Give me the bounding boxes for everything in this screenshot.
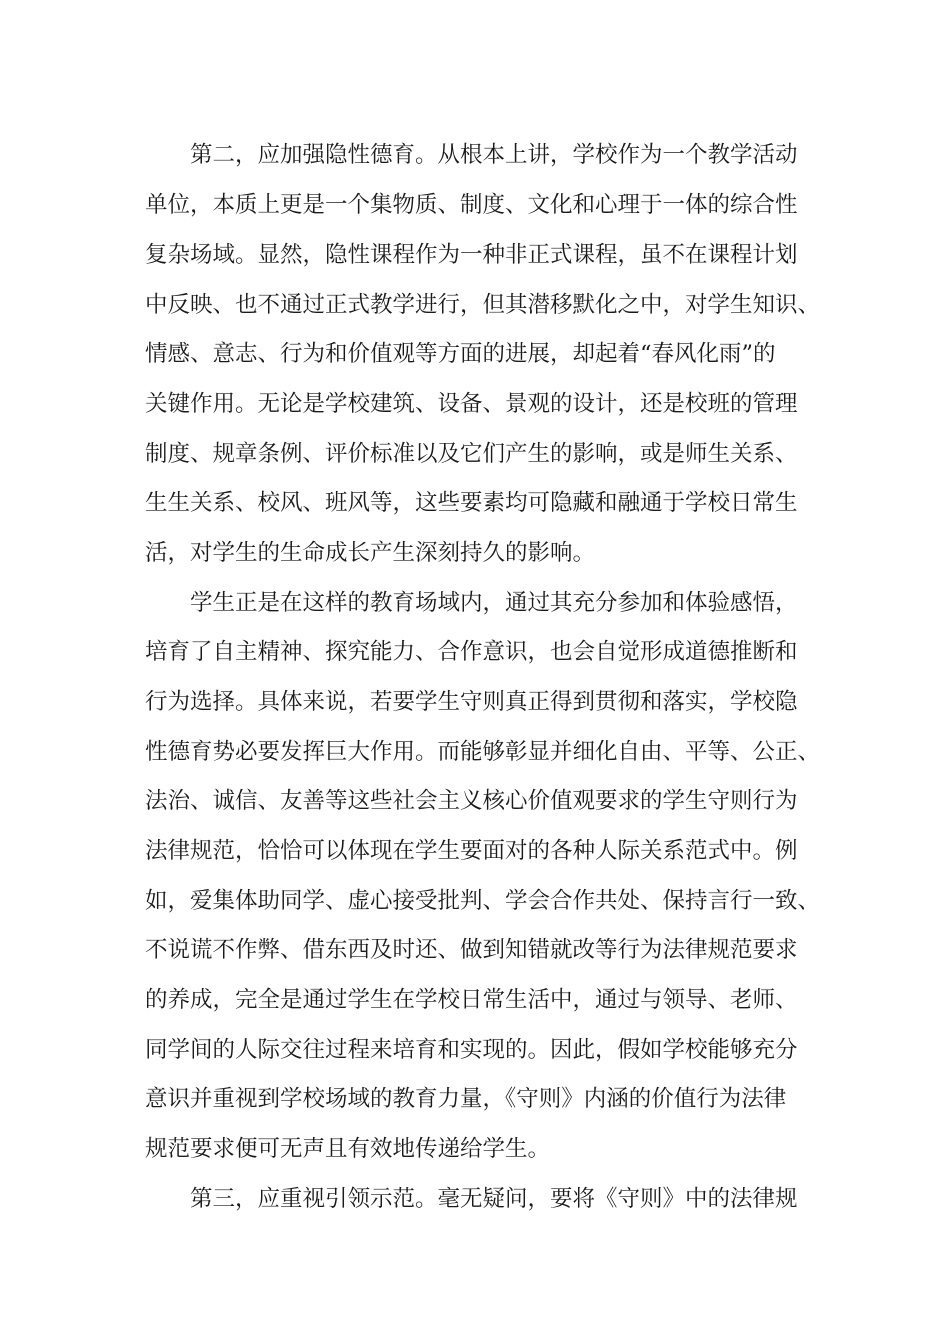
paragraph-1-line-4: 中反映、也不通过正式教学进行，但其潜移默化之中，对学生知识、 [145,292,821,318]
paragraph-1-line-3: 复杂场域。显然，隐性课程作为一种非正式课程，虽不在课程计划 [145,242,798,268]
paragraph-1-line-5: 情感、意志、行为和价值观等方面的进展，却起着“春风化雨”的 [145,341,776,367]
paragraph-1-line-6: 关键作用。无论是学校建筑、设备、景观的设计，还是校班的管理 [145,391,798,417]
paragraph-2-line-2: 培育了自主精神、探究能力、合作意识，也会自觉形成道德推断和 [145,639,798,665]
paragraph-1-line-8: 生生关系、校风、班风等，这些要素均可隐藏和融通于学校日常生 [145,490,798,516]
paragraph-2-line-9: 的养成，完全是通过学生在学校日常生活中，通过与领导、老师、 [145,987,798,1013]
paragraph-1-line-2: 单位，本质上更是一个集物质、制度、文化和心理于一体的综合性 [145,192,798,218]
paragraph-2-line-10: 同学间的人际交往过程来培育和实现的。因此，假如学校能够充分 [145,1037,798,1063]
paragraph-2-line-3: 行为选择。具体来说，若要学生守则真正得到贯彻和落实，学校隐 [145,689,798,715]
paragraph-3-line-1: 第三，应重视引领示范。毫无疑问，要将《守则》中的法律规 [190,1186,798,1212]
paragraph-2-line-11: 意识并重视到学校场域的教育力量，《守则》内涵的价值行为法律 [145,1086,787,1112]
paragraph-2-line-12: 规范要求便可无声且有效地传递给学生。 [145,1136,551,1162]
paragraph-2-line-8: 不说谎不作弊、借东西及时还、做到知错就改等行为法律规范要求 [145,937,798,963]
paragraph-2-line-4: 性德育势必要发挥巨大作用。而能够彰显并细化自由、平等、公正、 [145,739,821,765]
paragraph-2-line-5: 法治、诚信、友善等这些社会主义核心价值观要求的学生守则行为 [145,788,798,814]
paragraph-2-line-6: 法律规范，恰恰可以体现在学生要面对的各种人际关系范式中。例 [145,838,798,864]
paragraph-1-line-9: 活，对学生的生命成长产生深刻持久的影响。 [145,540,596,566]
paragraph-1-line-7: 制度、规章条例、评价标准以及它们产生的影响，或是师生关系、 [145,441,798,467]
paragraph-2-line-7: 如，爱集体助同学、虚心接受批判、学会合作共处、保持言行一致、 [145,888,821,914]
paragraph-1-line-1: 第二，应加强隐性德育。从根本上讲，学校作为一个教学活动 [190,142,798,168]
paragraph-2-line-1: 学生正是在这样的教育场域内，通过其充分参加和体验感悟， [190,590,798,616]
